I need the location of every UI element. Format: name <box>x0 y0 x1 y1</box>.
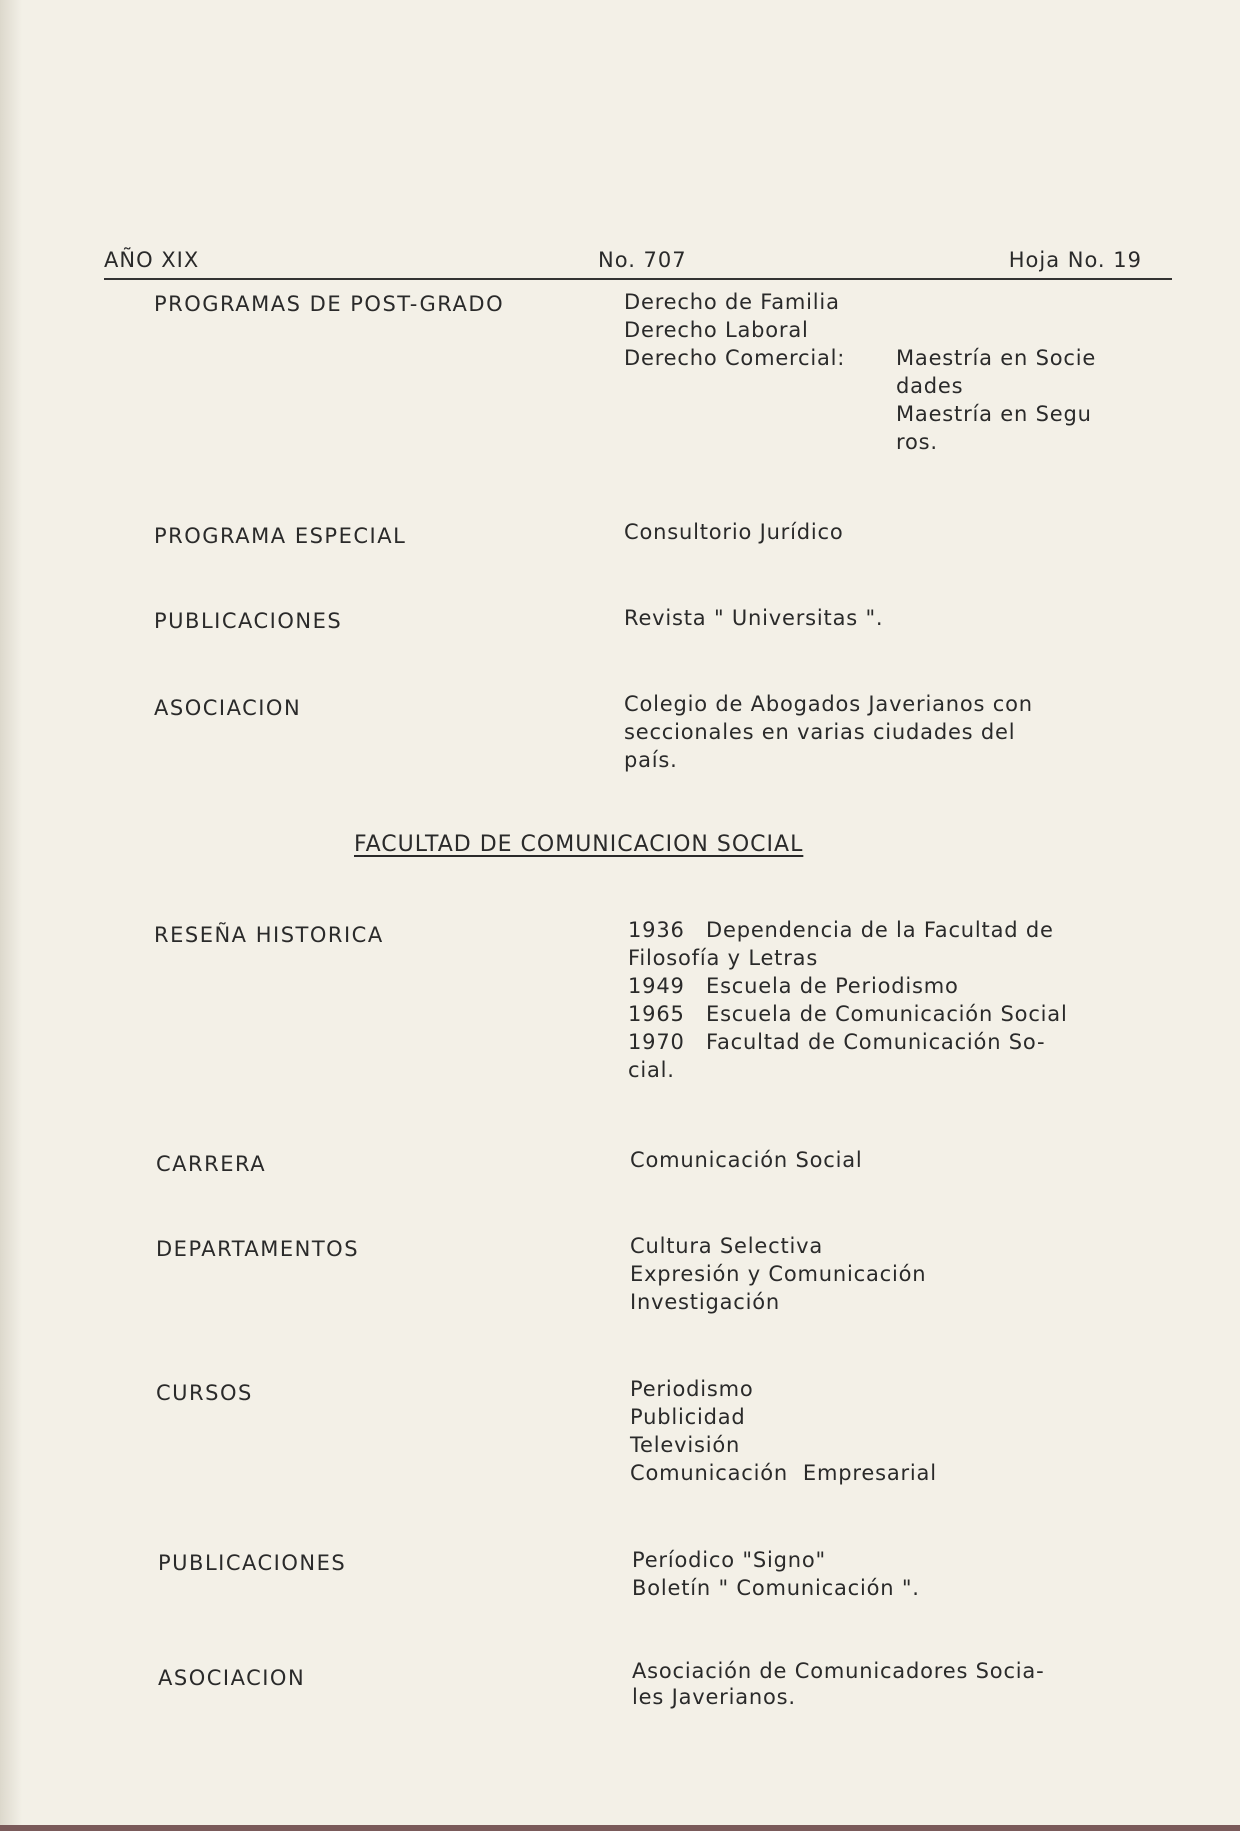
history-year: 1970 <box>628 1030 685 1054</box>
history-entry <box>628 1056 1068 1084</box>
text-line: les Javerianos. <box>632 1685 796 1709</box>
publicaciones-label: PUBLICACIONES <box>154 609 343 633</box>
text-line: seccionales en varias ciudades del <box>624 720 1016 744</box>
history-entry <box>628 916 1068 944</box>
list-item: Derecho de Familia <box>624 290 840 314</box>
list-item: Comunicación Empresarial <box>630 1461 937 1485</box>
list-item: dades <box>896 374 964 398</box>
list-item: Publicidad <box>630 1405 746 1429</box>
history-year: 1965 <box>628 1002 685 1026</box>
asociacion-value <box>624 690 1033 774</box>
cursos-label: CURSOS <box>156 1381 253 1405</box>
publicaciones-value: Revista " Universitas ". <box>624 606 884 630</box>
resena-list <box>628 916 1068 1084</box>
history-text: Escuela de Comunicación Social <box>706 1002 1068 1026</box>
history-text: Filosofía y Letras <box>628 946 819 970</box>
history-entry <box>628 944 1068 972</box>
asociacion-label: ASOCIACION <box>158 1666 306 1690</box>
postgrado-list <box>624 288 845 372</box>
history-text: cial. <box>628 1058 675 1082</box>
list-item: Derecho Comercial: <box>624 346 846 370</box>
carrera-label: CARRERA <box>156 1152 267 1176</box>
list-item: ros. <box>896 430 938 454</box>
asociacion-value <box>632 1658 1044 1710</box>
history-text: Dependencia de la Facultad de <box>706 918 1054 942</box>
list-item: Maestría en Socie <box>896 346 1097 370</box>
list-item: Cultura Selectiva <box>630 1234 824 1258</box>
text-line: país. <box>624 748 678 772</box>
list-item: Periodismo <box>630 1377 754 1401</box>
text-line: Colegio de Abogados Javerianos con <box>624 692 1033 716</box>
postgrado-label: PROGRAMAS DE POST-GRADO <box>154 292 505 316</box>
especial-value: Consultorio Jurídico <box>624 520 844 544</box>
text-line: Asociación de Comunicadores Socia- <box>632 1659 1045 1683</box>
comercial-sublist <box>896 344 1096 456</box>
page-header <box>104 248 1172 280</box>
cursos-list <box>630 1375 937 1487</box>
history-text: Facultad de Comunicación So- <box>706 1030 1046 1054</box>
list-item: Períodico "Signo" <box>632 1548 826 1572</box>
especial-label: PROGRAMA ESPECIAL <box>154 524 407 548</box>
history-text: Escuela de Periodismo <box>706 974 959 998</box>
history-year: 1949 <box>628 974 685 998</box>
resena-label: RESEÑA HISTORICA <box>154 923 384 947</box>
publicaciones-label: PUBLICACIONES <box>158 1551 347 1575</box>
departamentos-label: DEPARTAMENTOS <box>156 1237 360 1261</box>
sheet-number: Hoja No. 19 <box>1008 248 1142 272</box>
page-edge-shadow <box>0 0 22 1831</box>
history-entry <box>628 972 1068 1000</box>
issue-number: No. 707 <box>598 248 687 272</box>
history-entry <box>628 1000 1068 1028</box>
history-entry <box>628 1028 1068 1056</box>
page-bottom-edge <box>0 1825 1240 1831</box>
volume-label: AÑO XIX <box>104 248 200 272</box>
carrera-value: Comunicación Social <box>630 1148 863 1172</box>
history-year: 1936 <box>628 918 685 942</box>
list-item: Investigación <box>630 1290 780 1314</box>
list-item: Expresión y Comunicación <box>630 1262 927 1286</box>
section-title: FACULTAD DE COMUNICACION SOCIAL <box>354 832 804 857</box>
list-item: Derecho Laboral <box>624 318 809 342</box>
departamentos-list <box>630 1232 926 1316</box>
list-item: Boletín " Comunicación ". <box>632 1576 920 1600</box>
asociacion-label: ASOCIACION <box>154 696 302 720</box>
list-item: Televisión <box>630 1433 741 1457</box>
list-item: Maestría en Segu <box>896 402 1092 426</box>
publicaciones-list <box>632 1546 920 1602</box>
